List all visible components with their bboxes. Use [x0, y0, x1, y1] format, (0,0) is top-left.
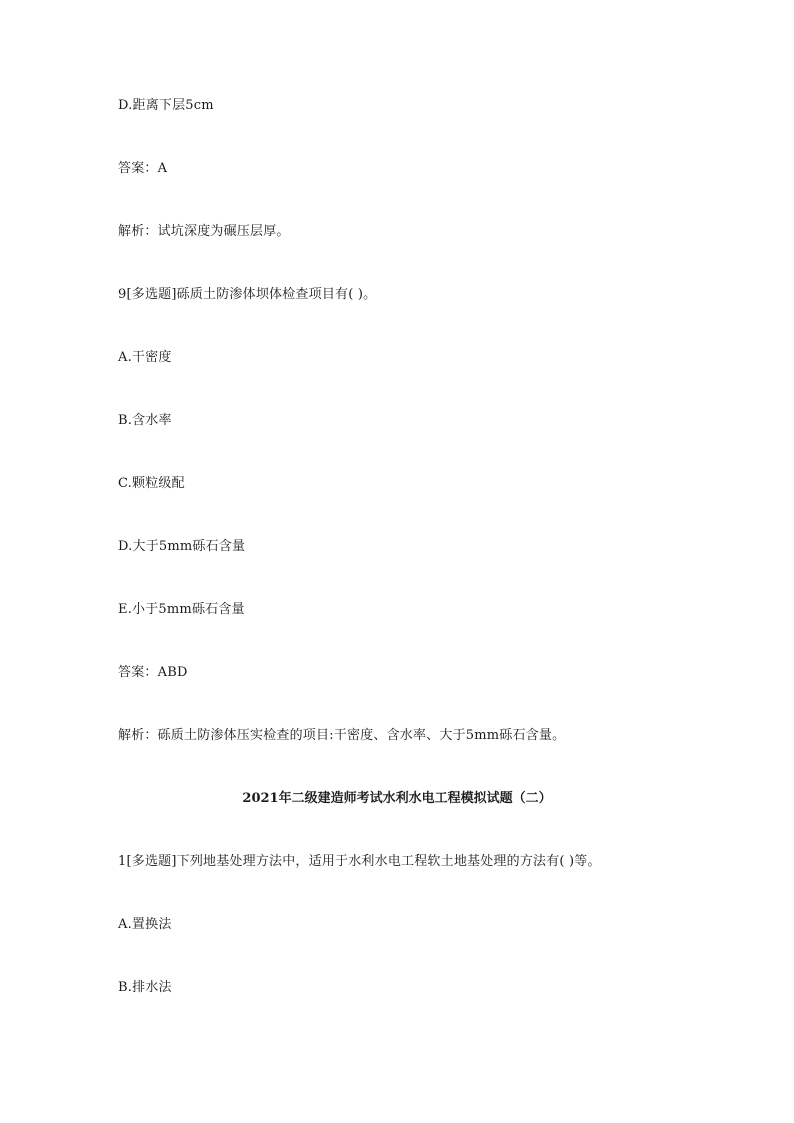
answer-q9: 答案：ABD — [118, 665, 188, 680]
explanation-q9: 解析：砾质土防渗体压实检查的项目:干密度、含水率、大于5mm砾石含量。 — [118, 728, 566, 743]
option-a-q9: A.干密度 — [118, 350, 172, 365]
option-b-q1: B.排水法 — [118, 980, 172, 995]
option-d-q9: D.大于5mm砾石含量 — [118, 539, 246, 554]
question-1: 1[多选题]下列地基处理方法中，适用于水利水电工程软土地基处理的方法有( )等。 — [118, 854, 601, 869]
explanation-q8: 解析：试坑深度为碾压层厚。 — [118, 224, 290, 239]
option-c-q9: C.颗粒级配 — [118, 476, 185, 491]
section-title: 2021年二级建造师考试水利水电工程模拟试题（二） — [242, 791, 552, 806]
question-9: 9[多选题]砾质土防渗体坝体检查项目有( )。 — [118, 287, 377, 302]
option-b-q9: B.含水率 — [118, 413, 172, 428]
option-d-q8: D.距离下层5cm — [118, 98, 214, 113]
option-a-q1: A.置换法 — [118, 917, 172, 932]
option-e-q9: E.小于5mm砾石含量 — [118, 602, 245, 617]
answer-q8: 答案：A — [118, 161, 168, 176]
